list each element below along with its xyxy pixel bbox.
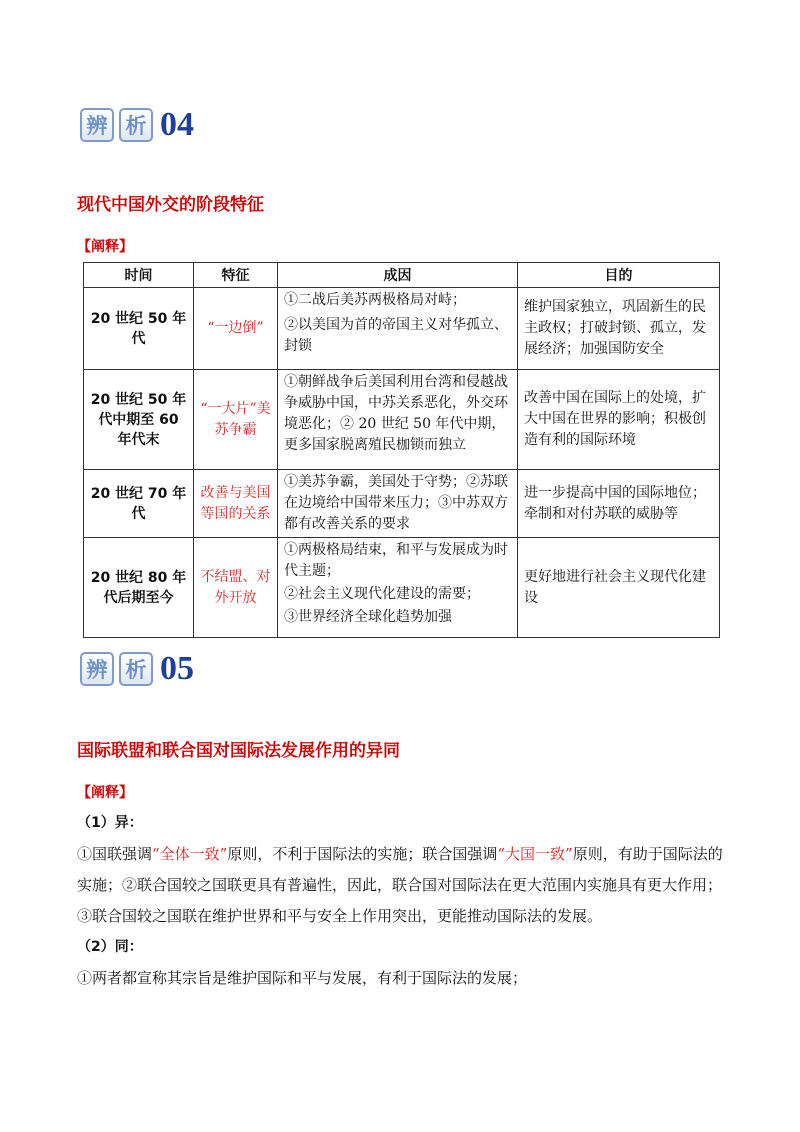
diff-text-2: 原则，不利于国际法的实施；联合国强调 (227, 845, 498, 863)
header-goal: 目的 (518, 263, 720, 288)
cell-time: 20 世纪 50 年代中期至 60 年代末 (84, 370, 194, 470)
cell-goal: 更好地进行社会主义现代化建设 (518, 538, 720, 638)
quote-unanimity: “全体一致” (152, 845, 228, 863)
cell-time: 20 世纪 70 年代 (84, 470, 194, 538)
table-header-row (84, 263, 720, 288)
cell-cause (278, 288, 518, 370)
section-5-body (77, 808, 727, 994)
diplomacy-table (83, 262, 720, 638)
cell-cause (278, 370, 518, 470)
cell-goal: 进一步提高中国的国际地位；牵制和对付苏联的威胁等 (518, 470, 720, 538)
cell-time: 20 世纪 50 年代 (84, 288, 194, 370)
section-5-label: 【阐释】 (77, 785, 133, 801)
cell-feature: 改善与美国等国的关系 (194, 470, 278, 538)
section-5-title: 国际联盟和联合国对国际法发展作用的异同 (77, 741, 400, 761)
badge-xi: 析 (119, 108, 153, 142)
header-time: 时间 (84, 263, 194, 288)
cause-line: ②以美国为首的帝国主义对华孤立、封锁 (284, 317, 508, 354)
cause-line: ②社会主义现代化建设的需要； (284, 586, 480, 602)
section-number: 04 (160, 106, 194, 143)
table-row (84, 470, 720, 538)
cause-line: ①二战后美苏两极格局对峙； (284, 292, 466, 308)
cause-line: ①美苏争霸，美国处于守势；②苏联在边境给中国带来压力；③中苏双方都有改善关系的要求 (284, 474, 508, 532)
diff-text-1: ①国联强调 (77, 845, 153, 863)
cell-cause (278, 470, 518, 538)
section-4-title: 现代中国外交的阶段特征 (77, 195, 264, 215)
table-row (84, 370, 720, 470)
cell-goal: 维护国家独立，巩固新生的民主政权；打破封锁、孤立，发展经济；加强国防安全 (518, 288, 720, 370)
cell-feature: 不结盟、对外开放 (194, 538, 278, 638)
cell-feature: “一边倒” (194, 288, 278, 370)
section-number: 05 (160, 650, 194, 687)
section-4-label: 【阐释】 (77, 239, 133, 255)
quote-great-power: “大国一致” (497, 845, 573, 863)
cell-goal: 改善中国在国际上的处境，扩大中国在世界的影响；积极创造有利的国际环境 (518, 370, 720, 470)
table-row (84, 538, 720, 638)
badge-xi: 析 (119, 652, 153, 686)
same-paragraph: ①两者都宣称其宗旨是维护国际和平与发展，有利于国际法的发展； (77, 969, 528, 987)
cell-time: 20 世纪 80 年代后期至今 (84, 538, 194, 638)
cell-cause (278, 538, 518, 638)
cause-line: ③世界经济全球化趋势加强 (284, 609, 452, 625)
header-cause: 成因 (278, 263, 518, 288)
cell-feature: “一大片”美苏争霸 (194, 370, 278, 470)
table-row (84, 288, 720, 370)
diff-heading: （1）异： (77, 815, 143, 831)
badge-bian: 辨 (80, 108, 114, 142)
cause-line: ①两极格局结束，和平与发展成为时代主题； (284, 542, 508, 579)
badge-bian: 辨 (80, 652, 114, 686)
cause-line: ①朝鲜战争后美国利用台湾和侵越战争威胁中国，中苏关系恶化，外交环境恶化；② 20 世纪 50 年代中期，更多国家脱离殖民枷锁而独立 (284, 374, 508, 453)
same-heading: （2）同： (77, 939, 143, 955)
section-5-badge (80, 652, 194, 686)
section-4-badge (80, 108, 194, 142)
header-feature: 特征 (194, 263, 278, 288)
diff-text-3: 原则，有助于国际法的实施；②联合国较之国联更具有普遍性，因此，联合国对国际法在更大范围内实施具有更大作用；③联合国较之国联在维护世界和平与安全上作用突出，更能推动国际法的发展。 (77, 845, 723, 925)
diff-paragraph (77, 839, 727, 932)
